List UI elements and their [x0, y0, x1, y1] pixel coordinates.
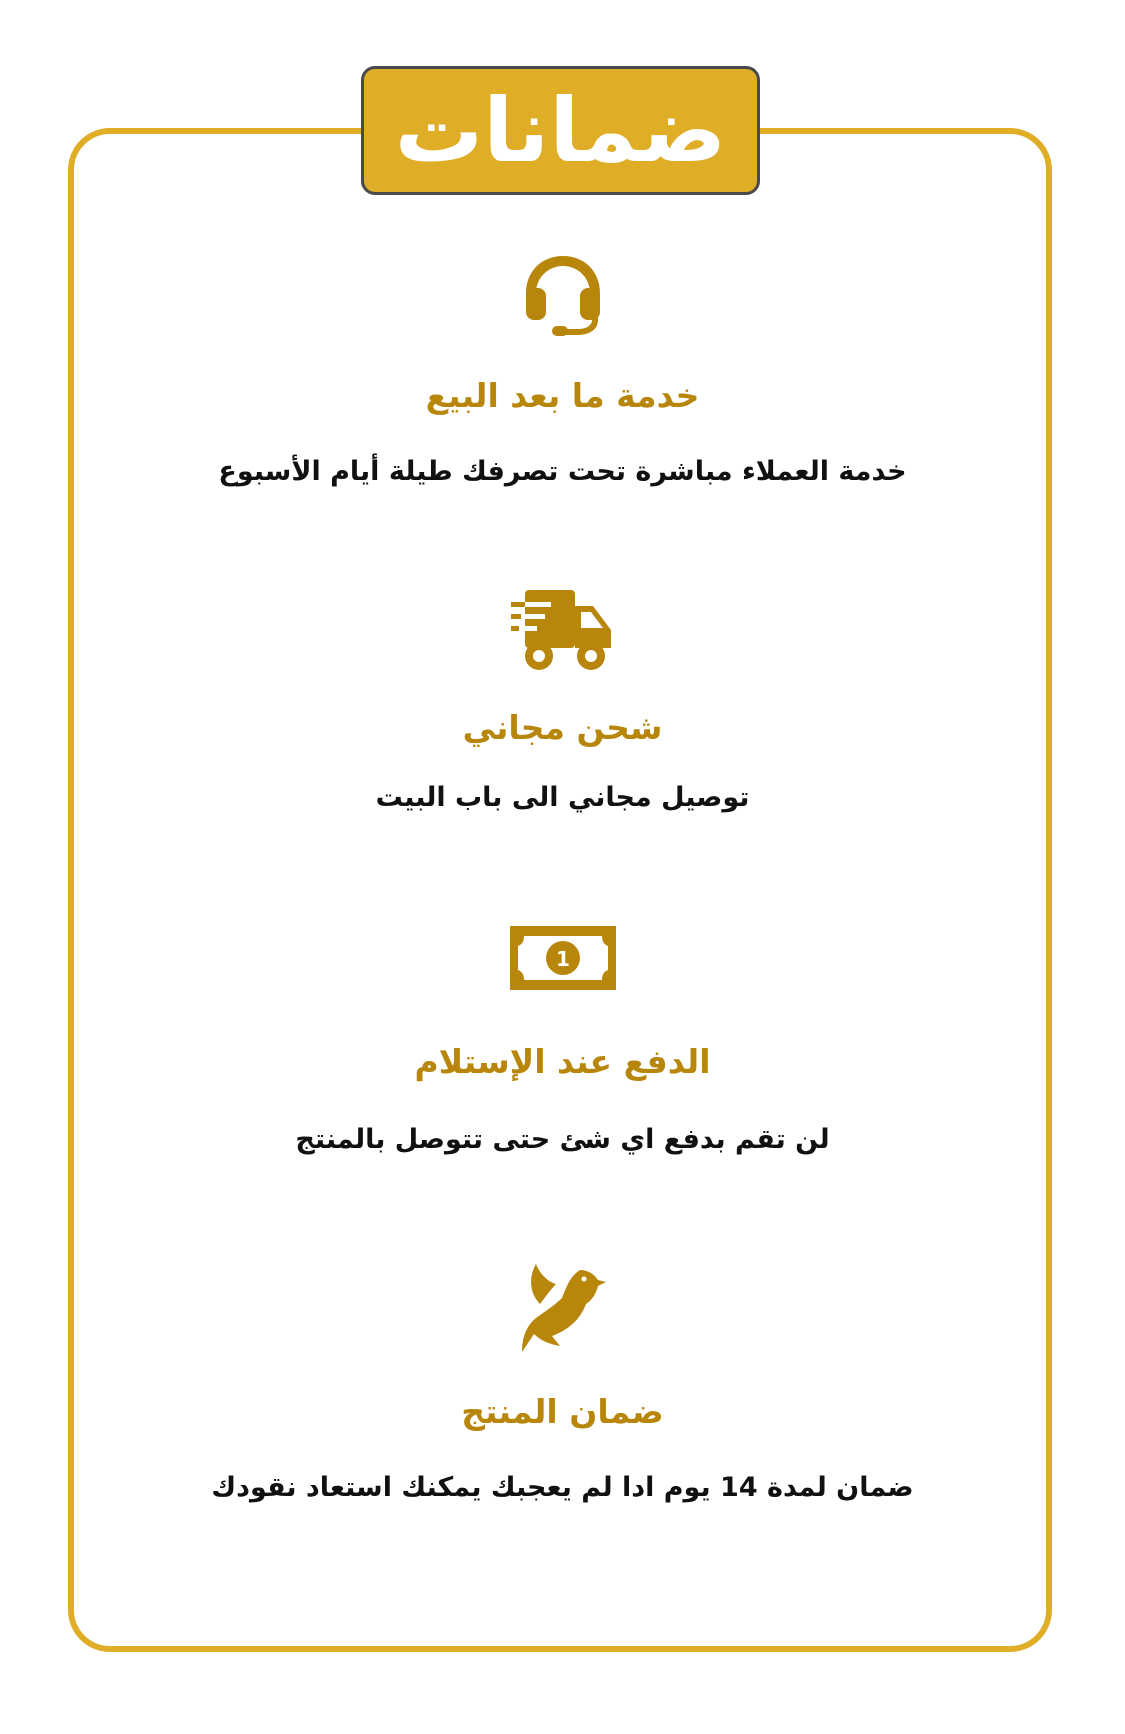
- page-title-badge: [361, 66, 760, 195]
- feature-title: الدفع عند الإستلام: [414, 1042, 711, 1081]
- feature-title: خدمة ما بعد البيع: [425, 376, 700, 415]
- money-bill-icon: [508, 924, 618, 992]
- delivery-truck-icon: [511, 590, 615, 672]
- headset-icon: [520, 252, 606, 338]
- feature-description: خدمة العملاء مباشرة تحت تصرفك طيلة أيام الأسبوع: [218, 456, 907, 487]
- feature-description: ضمان لمدة 14 يوم ادا لم يعجبك يمكنك استعاد نقودك: [211, 1472, 914, 1503]
- dove-icon: [518, 1264, 608, 1356]
- page-title: ضمانات: [394, 78, 727, 182]
- svg-text:1: 1: [555, 947, 570, 971]
- feature-title: شحن مجاني: [462, 708, 663, 747]
- feature-description: توصيل مجاني الى باب البيت: [375, 782, 750, 813]
- feature-description: لن تقم بدفع اي شئ حتى تتوصل بالمنتج: [295, 1124, 830, 1155]
- feature-title: ضمان المنتج: [461, 1392, 664, 1431]
